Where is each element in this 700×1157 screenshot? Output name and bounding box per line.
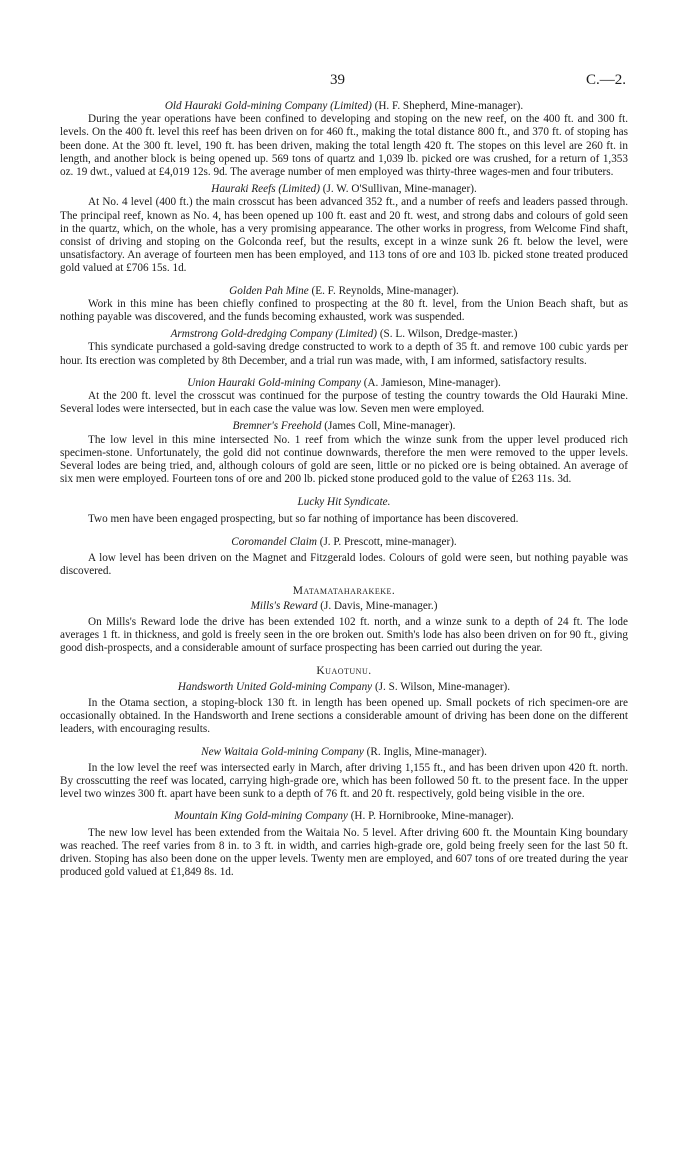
paragraph: During the year operations have been confined to developing and stoping on the new reef, on the 400 ft. and 300 ft. levels. On the 400 ft. level this reef has been driven on for 460 ft., making the total distance 800 ft., and 370 ft. of stoping has been done. At the 300 ft. level, 190 ft. has been driven, making the total length 420 ft. The stopes on this level are 260 ft. in length, and another block is being opened up. 569 tons of quartz and 1,039 lb. picked ore was crushed, for a return of 1,353 oz. 19 dwt., valued at £4,019 12s. 9d. The average number of men employed was thirty-three wages-men and four tributers. [60,113,628,179]
section-heading: Union Hauraki Gold-mining Company (A. Jamieson, Mine-manager). [187,376,501,389]
paragraph: Two men have been engaged prospecting, but so far nothing of importance has been discovered. [88,512,519,525]
section-heading: New Waitaia Gold-mining Company (R. Inglis, Mine-manager). [201,745,487,758]
section-heading: Armstrong Gold-dredging Company (Limited) (S. L. Wilson, Dredge-master.) [170,328,518,341]
paragraph: At the 200 ft. level the crosscut was continued for the purpose of testing the country towards the Old Hauraki Mine. Several lodes were intersected, but in each case the value was low. Seven men were employed. [60,390,628,416]
page-number: 39 [330,72,345,88]
paragraph: Work in this mine has been chiefly confined to prospecting at the 80 ft. level, from the Union Beach shaft, but as nothing payable was discovered, and the funds becoming exhausted, work was suspended. [60,297,628,324]
page-header [0,72,700,92]
paragraph: In the low level the reef was intersected early in March, after driving 1,155 ft., and has been driven upon 420 ft. north. By crosscutting the reef was located, carrying high-grade ore, which has been followed 50 ft. to the present face. In the upper level two winzes 300 ft. apart have been sunk to a depth of 76 ft. and 20 ft. respectively, gold being visible in the ore. [60,761,628,801]
report-reference: C.—2. [585,72,626,88]
paragraph: In the Otama section, a stoping-block 130 ft. in length has been opened up. Small pockets of rich specimen-ore are occasionally obtained. In the Handsworth and Irene sections a considerable amount of driving has been done on the different leaders, with encouraging results. [60,696,628,736]
district-heading: Kuaotunu. [316,664,372,677]
document-body [60,100,628,879]
paragraph: The low level in this mine intersected No. 1 reef from which the winze sunk from the upper level produced rich specimen-stone. Unfortunately, the gold did not continue downwards, therefore the men were removed to the upper levels. Several lodes are being tried, and, although colours of gold are seen, little or no picked ore is being obtained. An average of six men were employed. Fourteen tons of ore and 200 lb. picked stone produced gold to the value of £263 11s. 3d. [60,433,628,486]
section-heading: Hauraki Reefs (Limited) (J. W. O'Sullivan, Mine-manager). [211,183,477,196]
section-heading: Old Hauraki Gold-mining Company (Limited) (H. F. Shepherd, Mine-manager). [164,100,524,112]
section-heading: Mills's Reward (J. Davis, Mine-manager.) [250,599,438,612]
paragraph: The new low level has been extended from the Waitaia No. 5 level. After driving 600 ft. the Mountain King boundary was reached. The reef varies from 8 in. to 3 ft. in width, and carries high-grade ore, gold being freely seen for the last 50 ft. driven. Stoping has also been done on the upper levels. Twenty men are employed, and 607 tons of ore treated during the year produced gold valued at £1,849 8s. 1d. [60,826,628,879]
district-heading: Matamataharakeke. [292,584,396,597]
section-heading: Bremner's Freehold (James Coll, Mine-manager). [232,420,456,433]
paragraph: This syndicate purchased a gold-saving dredge constructed to work to a depth of 35 ft. and remove 100 cubic yards per hour. Its erection was completed by 8th December, and a trial run was made, with, I am informed, satisfactory results. [60,341,628,367]
section-heading: Lucky Hit Syndicate. [297,496,391,509]
paragraph: A low level has been driven on the Magnet and Fitzgerald lodes. Colours of gold were seen, but nothing payable was discovered. [60,552,628,578]
section-heading: Coromandel Claim (J. P. Prescott, mine-manager). [231,535,457,548]
section-heading: Handsworth United Gold-mining Company (J. S. Wilson, Mine-manager). [177,680,511,693]
paragraph: On Mills's Reward lode the drive has been extended 102 ft. north, and a winze sunk to a depth of 24 ft. The lode averages 1 ft. in thickness, and gold is freely seen in the ore broken out. Smith's lode has also been driven on for 90 ft., giving good dish-prospects, and a considerable amount of surface prospecting has been carried out during the year. [60,615,628,655]
paragraph: At No. 4 level (400 ft.) the main crosscut has been advanced 352 ft., and a number of reefs and leaders passed through. The principal reef, known as No. 4, has been opened up 100 ft. east and 20 ft. west, and strong dabs and colours of gold seen in the quartz, which, on the whole, has a very promising appearance. The other works in progress, from Welcome Find shaft, consist of driving and stoping on the Golconda reef, but the results, except in a winze sunk 26 ft. below the level, were unsatisfactory. An average of fourteen men has been employed, and 113 tons of ore and 103 lb. picked stone treated produced gold valued at £706 15s. 1d. [60,196,628,275]
section-heading: Golden Pah Mine (E. F. Reynolds, Mine-manager). [229,284,459,297]
section-heading: Mountain King Gold-mining Company (H. P. Hornibrooke, Mine-manager). [174,810,514,823]
